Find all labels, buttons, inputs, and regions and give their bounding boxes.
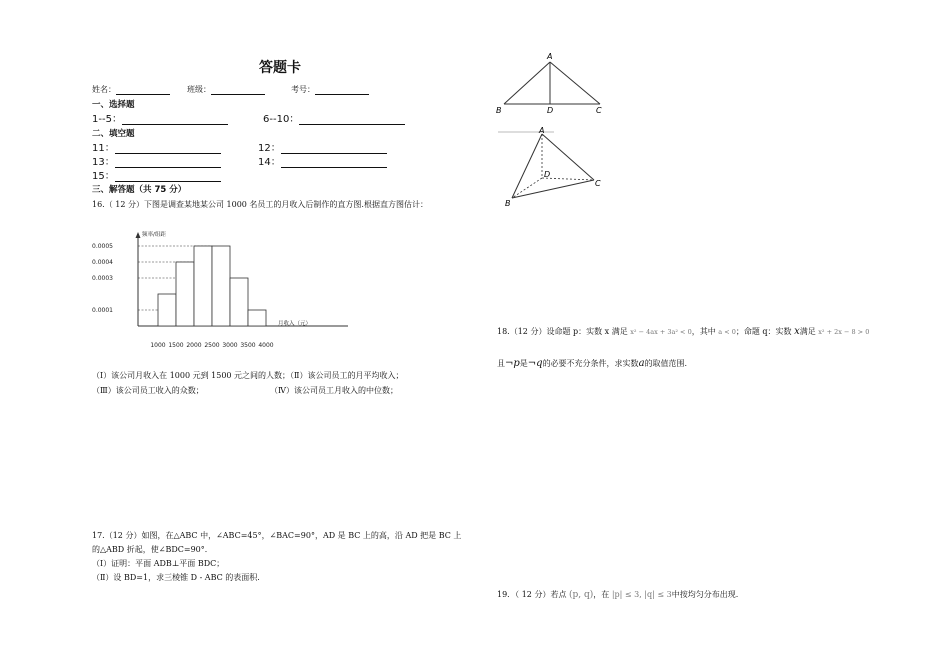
section-choice-heading: 一、选择题 [92, 100, 135, 110]
fill-row-label: 13： [92, 157, 115, 168]
y-tick-label: 0.0001 [92, 307, 113, 314]
q18-text: 18.（12 分）设命题 p：实数 x 满足 [497, 327, 628, 336]
q17-line-2: 的△ABD 折起，使∠BDC=90°． [92, 545, 213, 554]
q18-not-q: ¬q [527, 358, 543, 369]
edge-ab [512, 134, 542, 198]
q18-text: ，其中 [691, 327, 716, 336]
q17-line-3: （Ⅰ）证明：平面 ADB⊥平面 BDC； [92, 559, 225, 568]
q18-text: 且 [497, 359, 505, 368]
q18-line-2 [497, 358, 687, 369]
section-solve-heading: 三、解答题（共 75 分） [92, 185, 187, 195]
q18-formula-q: x² + 2x − 8 > 0 [818, 328, 870, 336]
class-field-label [187, 84, 265, 95]
y-tick-label: 0.0003 [92, 275, 113, 282]
exam-no-label: 考号： [291, 85, 315, 94]
q18-formula-a: a < 0 [718, 328, 736, 336]
q19-text: ，在 [593, 590, 610, 599]
histogram-bar [230, 278, 248, 326]
edge-bc [512, 180, 594, 198]
fill-row-label: 11： [92, 143, 115, 154]
x-axis-label: 月收入（元） [278, 321, 312, 327]
y-tick-label: 0.0005 [92, 243, 113, 250]
label-b: B [496, 106, 502, 115]
exam-no-blank[interactable] [315, 85, 369, 95]
x-tick-label: 3000 [222, 342, 238, 349]
edge-ac [550, 62, 600, 104]
class-label: 班级： [187, 85, 211, 94]
histogram-chart [88, 228, 348, 354]
label-b: B [505, 199, 511, 208]
q18-text: ；命题 q：实数 [735, 327, 792, 336]
fill-row-label: 12： [258, 143, 281, 154]
histogram-bar [248, 310, 266, 326]
label-c: C [596, 106, 602, 115]
fill-row-13 [92, 153, 221, 168]
fill-row-14 [258, 153, 387, 168]
name-blank[interactable] [116, 85, 170, 95]
choice-row-2 [263, 110, 405, 125]
q16-sub-1-2: （Ⅰ）该公司月收入在 1000 元到 1500 元之间的人数；（Ⅱ）该公司员工的月平均收入； [92, 371, 404, 380]
class-blank[interactable] [211, 85, 265, 95]
q17-block [92, 529, 472, 585]
edge-ab [504, 62, 550, 104]
fill-blank-15[interactable] [115, 172, 221, 182]
q18-text: 的取值范围. [644, 359, 688, 368]
choice-row-label: 6--10： [263, 114, 300, 125]
histogram-bar [212, 246, 230, 326]
x-tick-label: 3500 [240, 342, 256, 349]
fill-row-label: 15： [92, 171, 115, 182]
label-a: A [539, 126, 545, 135]
x-tick-label: 4000 [258, 342, 274, 349]
y-axis-arrow [136, 232, 141, 238]
name-field-label [92, 84, 170, 95]
q18-line-1 [497, 326, 869, 337]
choice-row-label: 1--5： [92, 114, 122, 125]
q16-text: 16.（ 12 分）下图是调查某地某公司 1000 名员工的月收入后制作的直方图.根据直方图估计： [92, 200, 428, 209]
exam-no-field-label [291, 84, 369, 95]
section-fill-heading: 二、填空题 [92, 129, 135, 139]
fill-row-12 [258, 139, 387, 154]
q18-text: 满足 [799, 327, 816, 336]
q16-sub-3: （Ⅲ）该公司员工收入的众数； [92, 386, 204, 395]
name-label: 姓名： [92, 85, 116, 94]
page-title: 答题卡 [259, 60, 301, 76]
q16-sub-4: （Ⅳ）该公司员工月收入的中位数； [270, 386, 398, 395]
choice-blank-2[interactable] [299, 115, 405, 125]
x-tick-label: 2000 [186, 342, 202, 349]
label-d: D [544, 170, 551, 179]
fill-blank-14[interactable] [281, 158, 387, 168]
pyramid-figure [494, 124, 614, 210]
q17-line-4: （Ⅱ）设 BD=1，求三棱锥 D - ABC 的表面积. [92, 573, 260, 582]
histogram-bar [176, 262, 194, 326]
triangle-figure [494, 50, 614, 120]
label-a: A [547, 52, 553, 61]
fill-row-15 [92, 167, 221, 182]
q19-text: 中按均匀分布出现. [671, 590, 739, 599]
x-tick-label: 1500 [168, 342, 184, 349]
fill-row-11 [92, 139, 221, 154]
q18-var-x: x [794, 326, 800, 337]
q19-formula-region: |p| ≤ 3, |q| ≤ 3 [611, 590, 672, 599]
label-c: C [595, 179, 601, 188]
q19-line [497, 589, 738, 600]
q18-text: 的必要不充分条件，求实数 [542, 359, 639, 368]
q17-line-1: 17.（12 分）如图，在△ABC 中，∠ABC=45°，∠BAC=90°，AD 是 BC 上的高，沿 AD 把是 BC 上 [92, 531, 462, 540]
fill-row-label: 14： [258, 157, 281, 168]
q19-text: 19．（ 12 分）若点 [497, 590, 567, 599]
histogram-bar [158, 294, 176, 326]
y-tick-label: 0.0004 [92, 259, 113, 266]
q18-text: 是 [519, 359, 528, 368]
q19-formula-point: (p, q) [569, 590, 594, 600]
choice-blank-1[interactable] [122, 115, 228, 125]
x-tick-label: 1000 [150, 342, 166, 349]
y-axis-label: 频率/组距 [142, 232, 166, 238]
q18-formula-p: x² − 4ax + 3a² < 0 [630, 328, 692, 336]
histogram-bar [194, 246, 212, 326]
choice-row-1 [92, 110, 228, 125]
label-d: D [547, 106, 554, 115]
q18-var-a: a [638, 358, 645, 369]
q18-not-p: ¬p [505, 358, 520, 369]
x-tick-label: 2500 [204, 342, 220, 349]
